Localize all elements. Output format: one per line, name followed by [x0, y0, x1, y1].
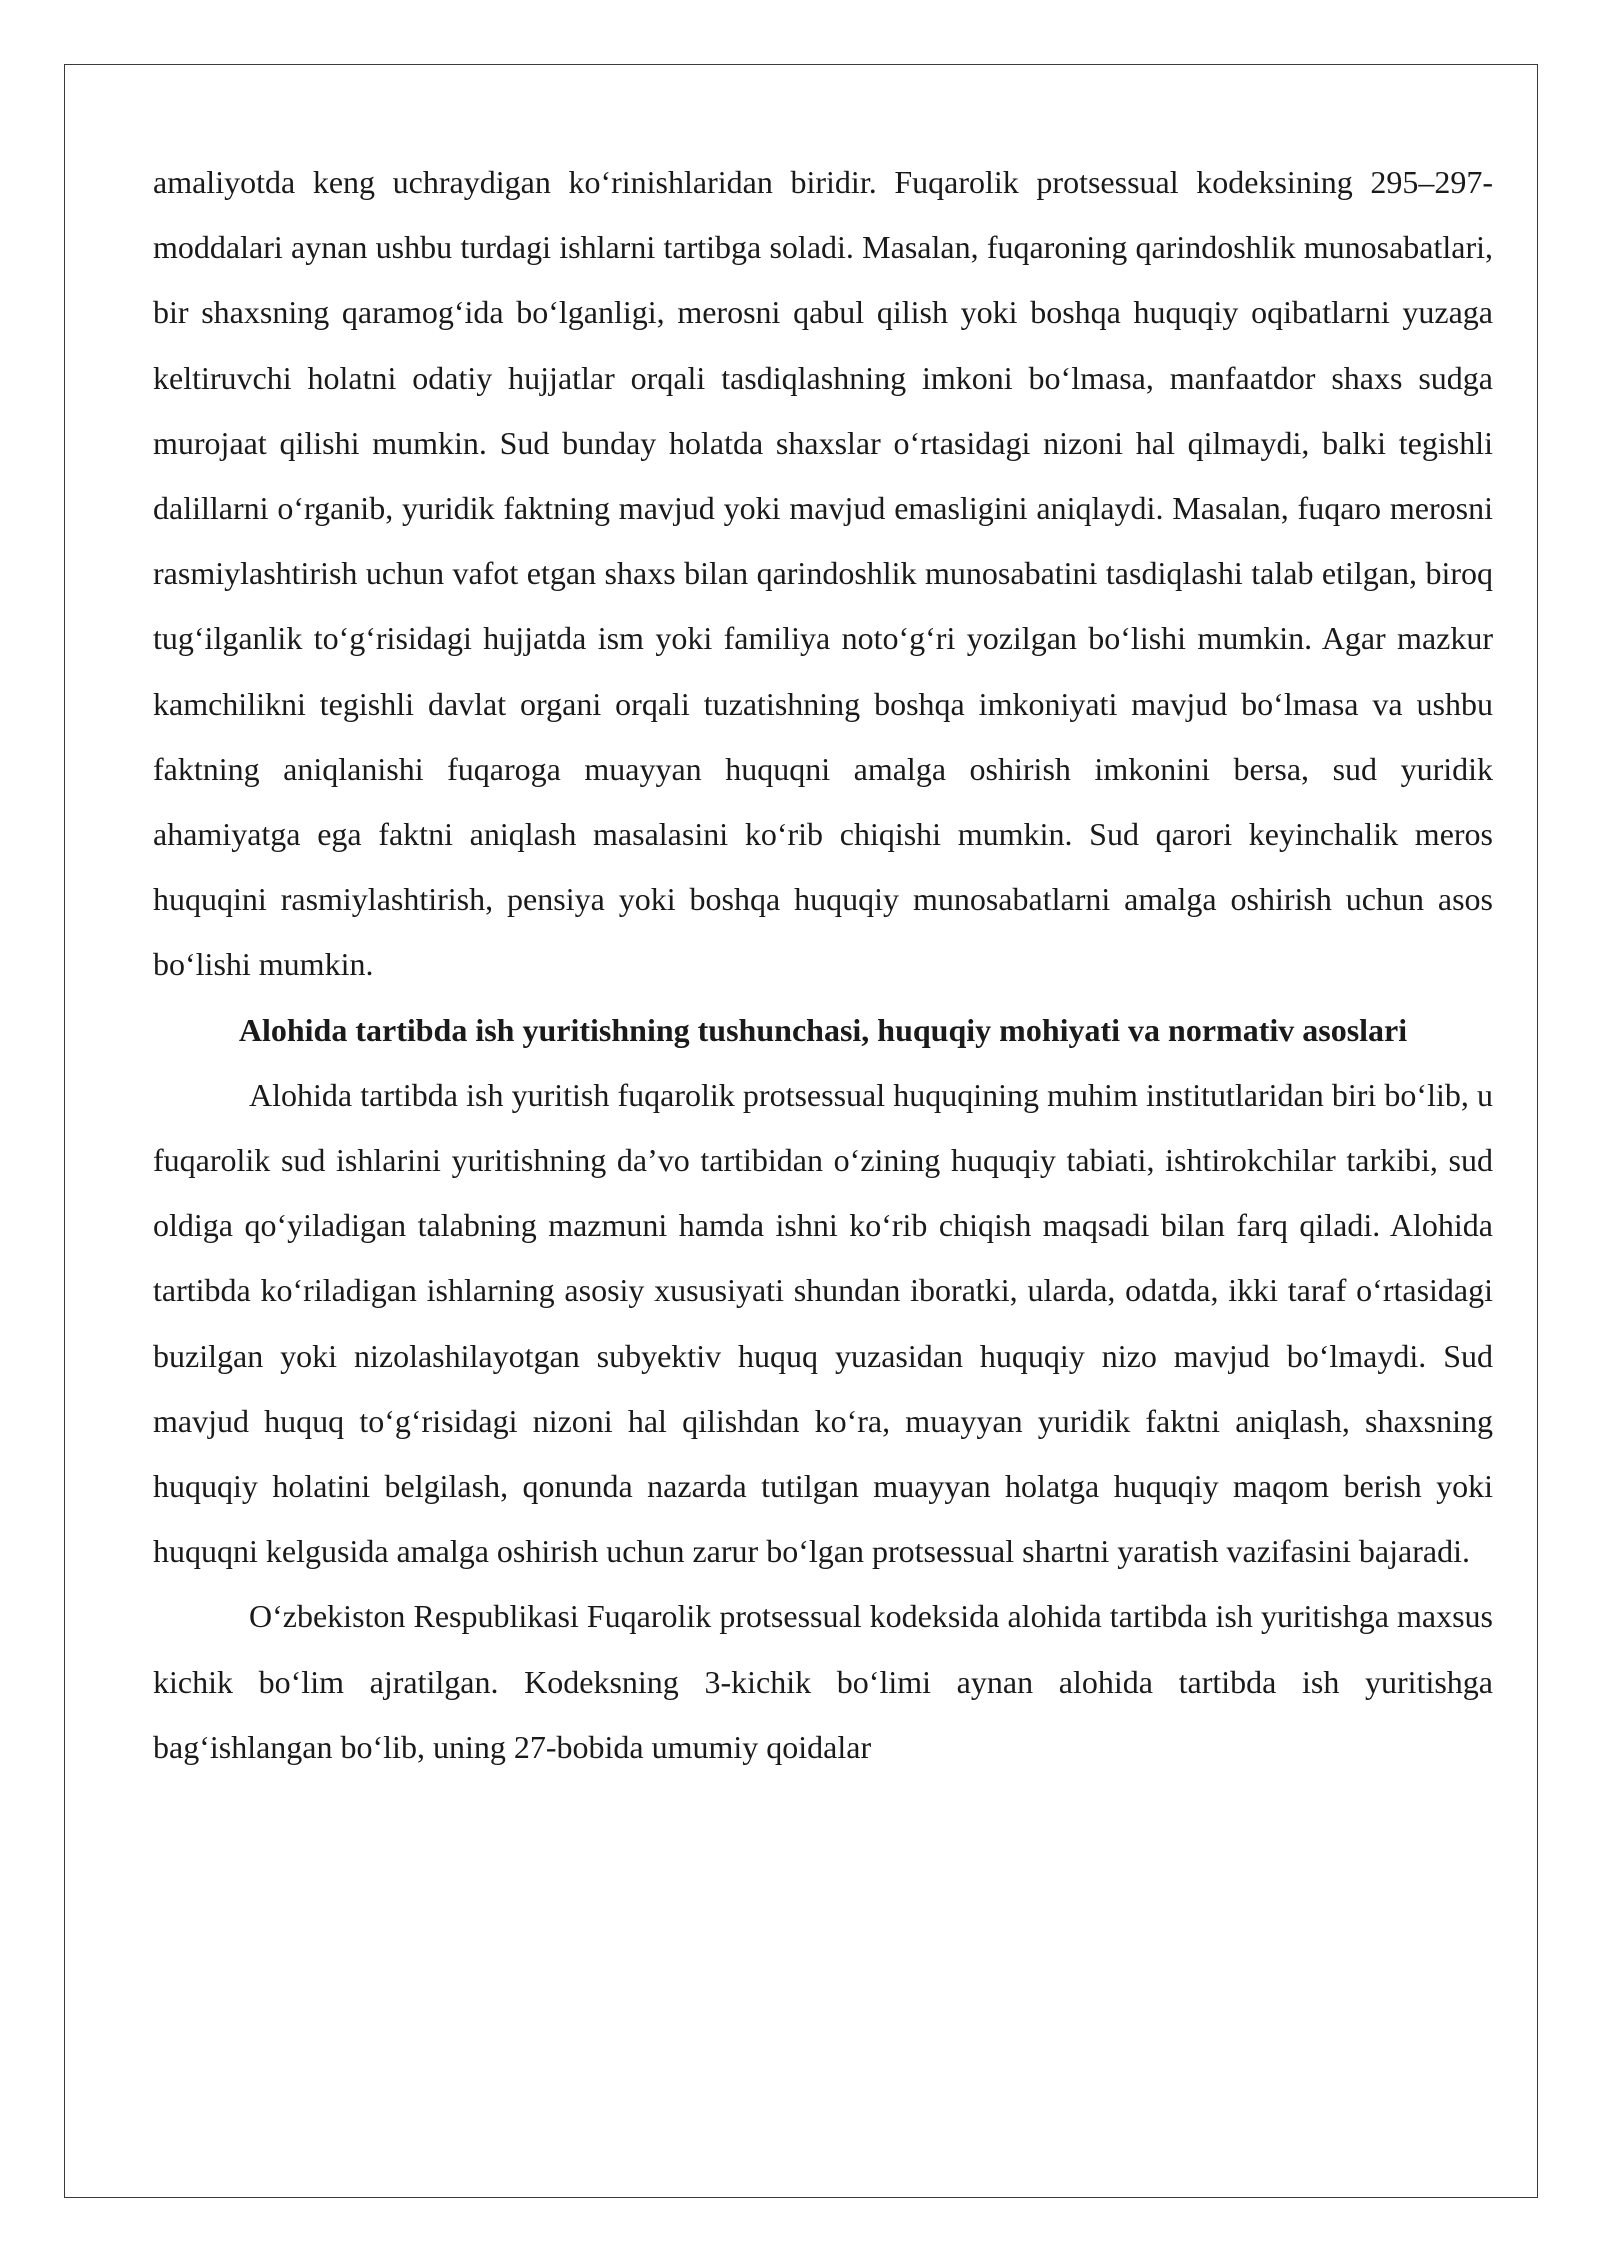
section-heading: Alohida tartibda ish yuritishning tushunchasi, huquqiy mohiyati va normativ asoslari [238, 1011, 1408, 1048]
document-body [153, 150, 1493, 1780]
paragraph-continuation: amaliyotda keng uchraydigan koʻrinishlaridan biridir. Fuqarolik protsessual kodeksining 295–297-moddalari aynan ushbu turdagi ishlarni tartibga soladi. Masalan, fuqaroning qarindoshlik munosabatlari, bir shaxsning qaramogʻida boʻlganligi, merosni qabul qilish yoki boshqa huquqiy oqibatlarni yuzaga keltiruvchi holatni odatiy hujjatlar orqali tasdiqlashning imkoni boʻlmasa, manfaatdor shaxs sudga murojaat qilishi mumkin. Sud bunday holatda shaxslar oʻrtasidagi nizoni hal qilmaydi, balki tegishli dalillarni oʻrganib, yuridik faktning mavjud yoki mavjud emasligini aniqlaydi. Masalan, fuqaro merosni rasmiylashtirish uchun vafot etgan shaxs bilan qarindoshlik munosabatini tasdiqlashi talab etilgan, biroq tugʻilganlik toʻgʻrisidagi hujjatda ism yoki familiya notoʻgʻri yozilgan boʻlishi mumkin. Agar mazkur kamchilikni tegishli davlat organi orqali tuzatishning boshqa imkoniyati mavjud boʻlmasa va ushbu faktning aniqlanishi fuqaroga muayyan huquqni amalga oshirish imkonini bersa, sud yuridik ahamiyatga ega faktni aniqlash masalasini koʻrib chiqishi mumkin. Sud qarori keyinchalik meros huquqini rasmiylashtirish, pensiya yoki boshqa huquqiy munosabatlarni amalga oshirish uchun asos boʻlishi mumkin. [153, 164, 1493, 983]
paragraph: Alohida tartibda ish yuritish fuqarolik protsessual huquqining muhim institutlaridan biri boʻlib, u fuqarolik sud ishlarini yuritishning da’vo tartibidan oʻzining huquqiy tabiati, ishtirokchilar tarkibi, sud oldiga qoʻyiladigan talabning mazmuni hamda ishni koʻrib chiqish maqsadi bilan farq qiladi. Alohida tartibda koʻriladigan ishlarning asosiy xususiyati shundan iboratki, ularda, odatda, ikki taraf oʻrtasidagi buzilgan yoki nizolashilayotgan subyektiv huquq yuzasidan huquqiy nizo mavjud boʻlmaydi. Sud mavjud huquq toʻgʻrisidagi nizoni hal qilishdan koʻra, muayyan yuridik faktni aniqlash, shaxsning huquqiy holatini belgilash, qonunda nazarda tutilgan muayyan holatga huquqiy maqom berish yoki huquqni kelgusida amalga oshirish uchun zarur boʻlgan protsessual shartni yaratish vazifasini bajaradi. [153, 1076, 1493, 1570]
paragraph: Oʻzbekiston Respublikasi Fuqarolik protsessual kodeksida alohida tartibda ish yuritishga maxsus kichik boʻlim ajratilgan. Kodeksning 3-kichik boʻlimi aynan alohida tartibda ish yuritishga bagʻishlangan boʻlib, uning 27-bobida umumiy qoidalar [153, 1598, 1493, 1765]
